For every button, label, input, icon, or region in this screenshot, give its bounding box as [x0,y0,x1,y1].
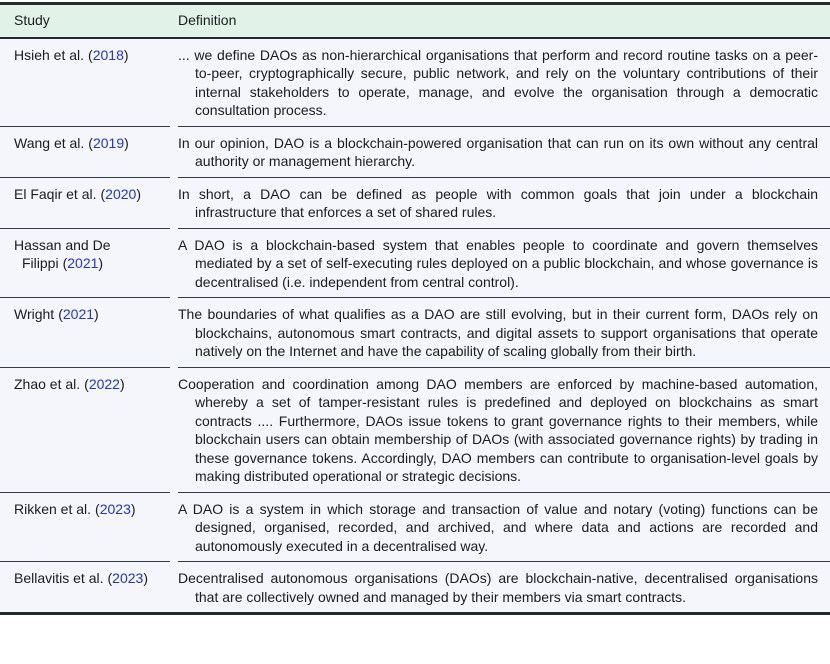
citation-year-link[interactable]: 2021 [62,306,95,322]
paren-open: ( [95,500,100,517]
paren-close: ) [130,500,136,517]
table-header-row [0,5,830,39]
study-cell [0,561,170,612]
column-header-study: Study [14,12,50,28]
paren-open: ( [88,134,93,151]
definition-cell: A DAO is a blockchain-based system that enables people to coordinate and govern themselves mediated by a set of self-executing rules deployed on a public blockchain, and whose governance is decentralised (i.e. independent from central control). [178,228,830,298]
dao-definitions-table [0,2,830,615]
study-name: Zhao et al. [14,375,81,392]
paren-close: ) [123,46,129,63]
table-body [0,39,830,613]
paren-open: ( [100,185,106,202]
paren-close: ) [98,255,104,271]
citation-year-link[interactable]: 2020 [105,185,137,202]
citation-year-link[interactable]: 2023 [99,500,131,517]
citation-year-link[interactable]: 2019 [92,134,125,151]
paren-open: ( [58,306,63,322]
study-cell [0,228,170,298]
definition-cell: In short, a DAO can be defined as people with common goals that join under a blockchain infrastructure that enforces a set of shared rules. [178,177,830,228]
paren-close: ) [136,185,141,202]
definition-cell: In our opinion, DAO is a blockchain-powered organisation that can run on its own without any central authority or management hierarchy. [178,126,830,177]
citation-year-link[interactable]: 2018 [92,46,124,63]
table-row [0,177,830,228]
citation-year-link[interactable]: 2023 [112,570,144,586]
study-year [58,306,99,322]
study-name: Wright [14,306,55,322]
definition-cell: A DAO is a system in which storage and transaction of value and notary (voting) functions can be designed, organised, recorded, and archived, and where data and actions are recorded and autonomously executed in a decentralised way. [178,492,830,562]
study-name: El Faqir et al. [14,185,97,202]
table-row [0,367,830,492]
study-year [95,501,136,517]
study-year [88,135,129,151]
study-name: Wang et al. [14,134,85,151]
definition-cell: Cooperation and coordination among DAO members are enforced by machine-based automation, whereby a set of tamper-resistant rules is predefined and deployed on blockchains as smart contracts .... Furthermore, DAOs issue tokens to grant governance rights to their members, while blockchain users can obtain membership of DAOs (with associated governance rights) by trading in these governance tokens. Accordingly, DAO members can contribute to organisation-level goals by making distributed operational or strategic decisions. [178,367,830,492]
study-name: Rikken et al. [14,500,92,517]
paren-close: ) [94,306,99,322]
table-row [0,126,830,177]
study-cell [0,367,170,492]
paren-close: ) [119,375,125,392]
citation-year-link[interactable]: 2022 [88,375,120,392]
table-row [0,492,830,562]
table-row [0,228,830,298]
study-year [100,186,141,202]
study-year [84,376,125,392]
paren-close: ) [124,134,129,151]
table-row [0,297,830,367]
table-row [0,561,830,612]
study-cell [0,39,170,126]
definition-cell: The boundaries of what qualifies as a DAO are still evolving, but in their current form, DAOs rely on blockchains, autonomous smart contracts, and digital assets to support organisations that operate natively on the Internet and have the capability of scaling globally from their birth. [178,297,830,367]
paren-open: ( [88,46,93,63]
study-cell [0,126,170,177]
study-cell [0,177,170,228]
paren-close: ) [143,570,148,586]
study-year [107,570,148,586]
citation-year-link[interactable]: 2021 [67,255,99,271]
study-name: Hsieh et al. [14,46,85,63]
study-cell [0,492,170,562]
paren-open: ( [62,255,68,271]
paren-open: ( [107,570,113,586]
paren-open: ( [84,375,89,392]
column-header-definition: Definition [178,12,237,28]
definition-cell: Decentralised autonomous organisations (DAOs) are blockchain-native, decentralised organisations that are collectively owned and managed by their members via smart contracts. [178,561,830,612]
study-name: Bellavitis et al. [14,570,104,586]
study-year [88,47,129,63]
study-year [63,255,104,271]
study-name: Hassan and De Filippi [14,236,111,271]
table-row [0,39,830,126]
study-cell [0,297,170,367]
definition-cell: ... we define DAOs as non-hierarchical organisations that perform and record routine tasks on a peer-to-peer, cryptographically secure, public network, and rely on the voluntary contributions of their internal stakeholders to operate, manage, and evolve the organisation through a democratic consultation process. [178,46,818,118]
